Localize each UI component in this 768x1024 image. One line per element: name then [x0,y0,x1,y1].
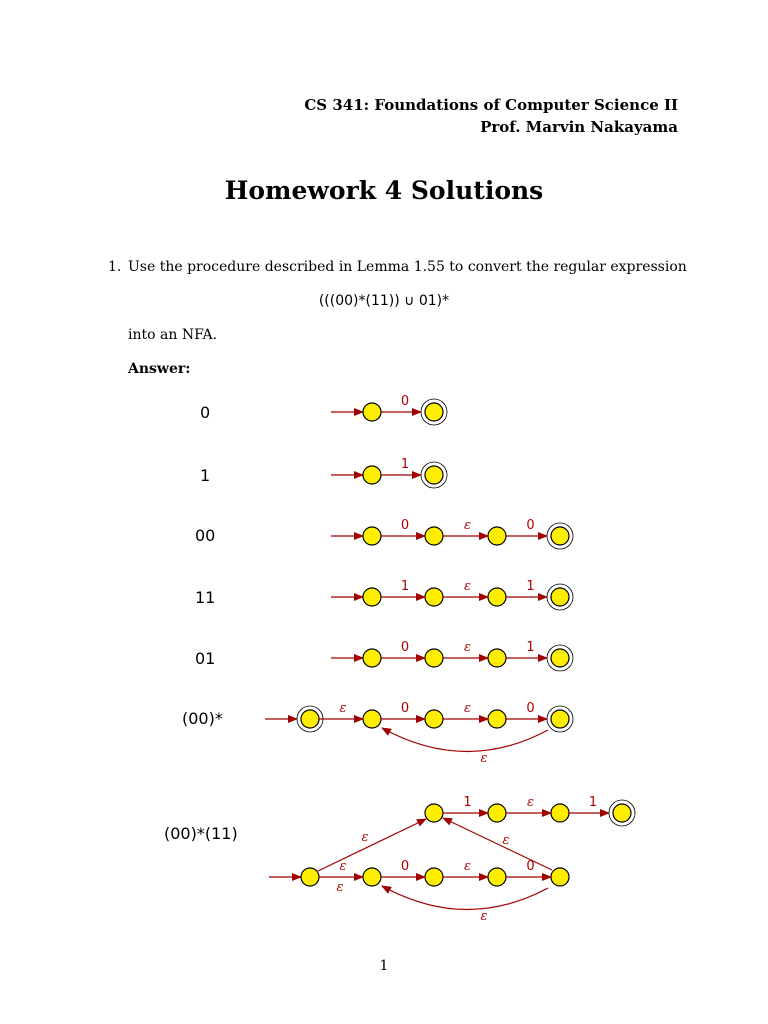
state [425,710,443,728]
state [425,804,443,822]
label-0: 0 [200,403,211,422]
transition-arrow [443,818,552,870]
transition-arrow [318,819,426,871]
epsilon-label: ε [464,640,471,655]
accept-state [551,649,569,667]
label-star-00: (00)* [182,709,223,728]
transition-label: 1 [400,579,410,594]
transition-label: 1 [526,640,535,655]
state [488,588,506,606]
accept-state [551,710,569,728]
epsilon-label: ε [336,880,344,895]
label-star-00-11: (00)*(11) [164,824,238,843]
label-11: 11 [195,588,216,607]
page-number: 1 [379,958,389,974]
transition-label: 1 [588,795,598,810]
transition-label: 0 [526,518,535,533]
transition-label: 0 [400,518,410,533]
accept-state [613,804,631,822]
epsilon-label: ε [464,579,471,594]
problem-suffix: into an NFA. [128,327,218,343]
state [425,527,443,545]
state [363,710,381,728]
state [488,649,506,667]
page-title: Homework 4 Solutions [224,176,544,205]
state [425,588,443,606]
epsilon-label: ε [464,518,471,533]
epsilon-label: ε [502,833,510,848]
epsilon-label: ε [527,795,534,810]
epsilon-label: ε [480,909,488,924]
problem-prompt: Use the procedure described in Lemma 1.55 to convert the regular expression [128,259,687,275]
answer-label: Answer: [128,361,191,377]
accept-state [301,710,319,728]
label-1: 1 [200,466,211,485]
state [425,868,443,886]
state [425,649,443,667]
course-title: CS 341: Foundations of Computer Science II [304,96,678,114]
transition-label: 0 [400,859,410,874]
professor-name: Prof. Marvin Nakayama [480,118,678,136]
transition-label: 1 [526,579,535,594]
state [551,868,569,886]
state [363,588,381,606]
state [488,868,506,886]
transition-arrow [382,728,548,752]
state [488,804,506,822]
state [363,403,381,421]
label-01: 01 [195,649,216,668]
state [488,527,506,545]
epsilon-label: ε [464,859,471,874]
transition-label: 0 [400,701,410,716]
epsilon-label: ε [339,859,347,874]
transition-label: 1 [400,457,410,472]
accept-state [425,403,443,421]
epsilon-label: ε [480,751,488,766]
accept-state [425,466,443,484]
problem-number: 1. [108,259,122,275]
transition-label: 0 [526,701,535,716]
transition-label: 0 [526,859,535,874]
state [363,868,381,886]
epsilon-label: ε [361,830,369,845]
transition-label: 0 [400,640,410,655]
state [363,466,381,484]
regular-expression: (((00)*(11)) ∪ 01)* [318,293,450,309]
epsilon-label: ε [464,701,471,716]
transition-label: 0 [400,394,410,409]
state [363,649,381,667]
transition-arrow [382,886,548,910]
transition-label: 1 [463,795,472,810]
accept-state [551,588,569,606]
label-00: 00 [195,526,216,545]
state [551,804,569,822]
state [301,868,319,886]
state [363,527,381,545]
accept-state [551,527,569,545]
epsilon-label: ε [339,701,347,716]
state [488,710,506,728]
